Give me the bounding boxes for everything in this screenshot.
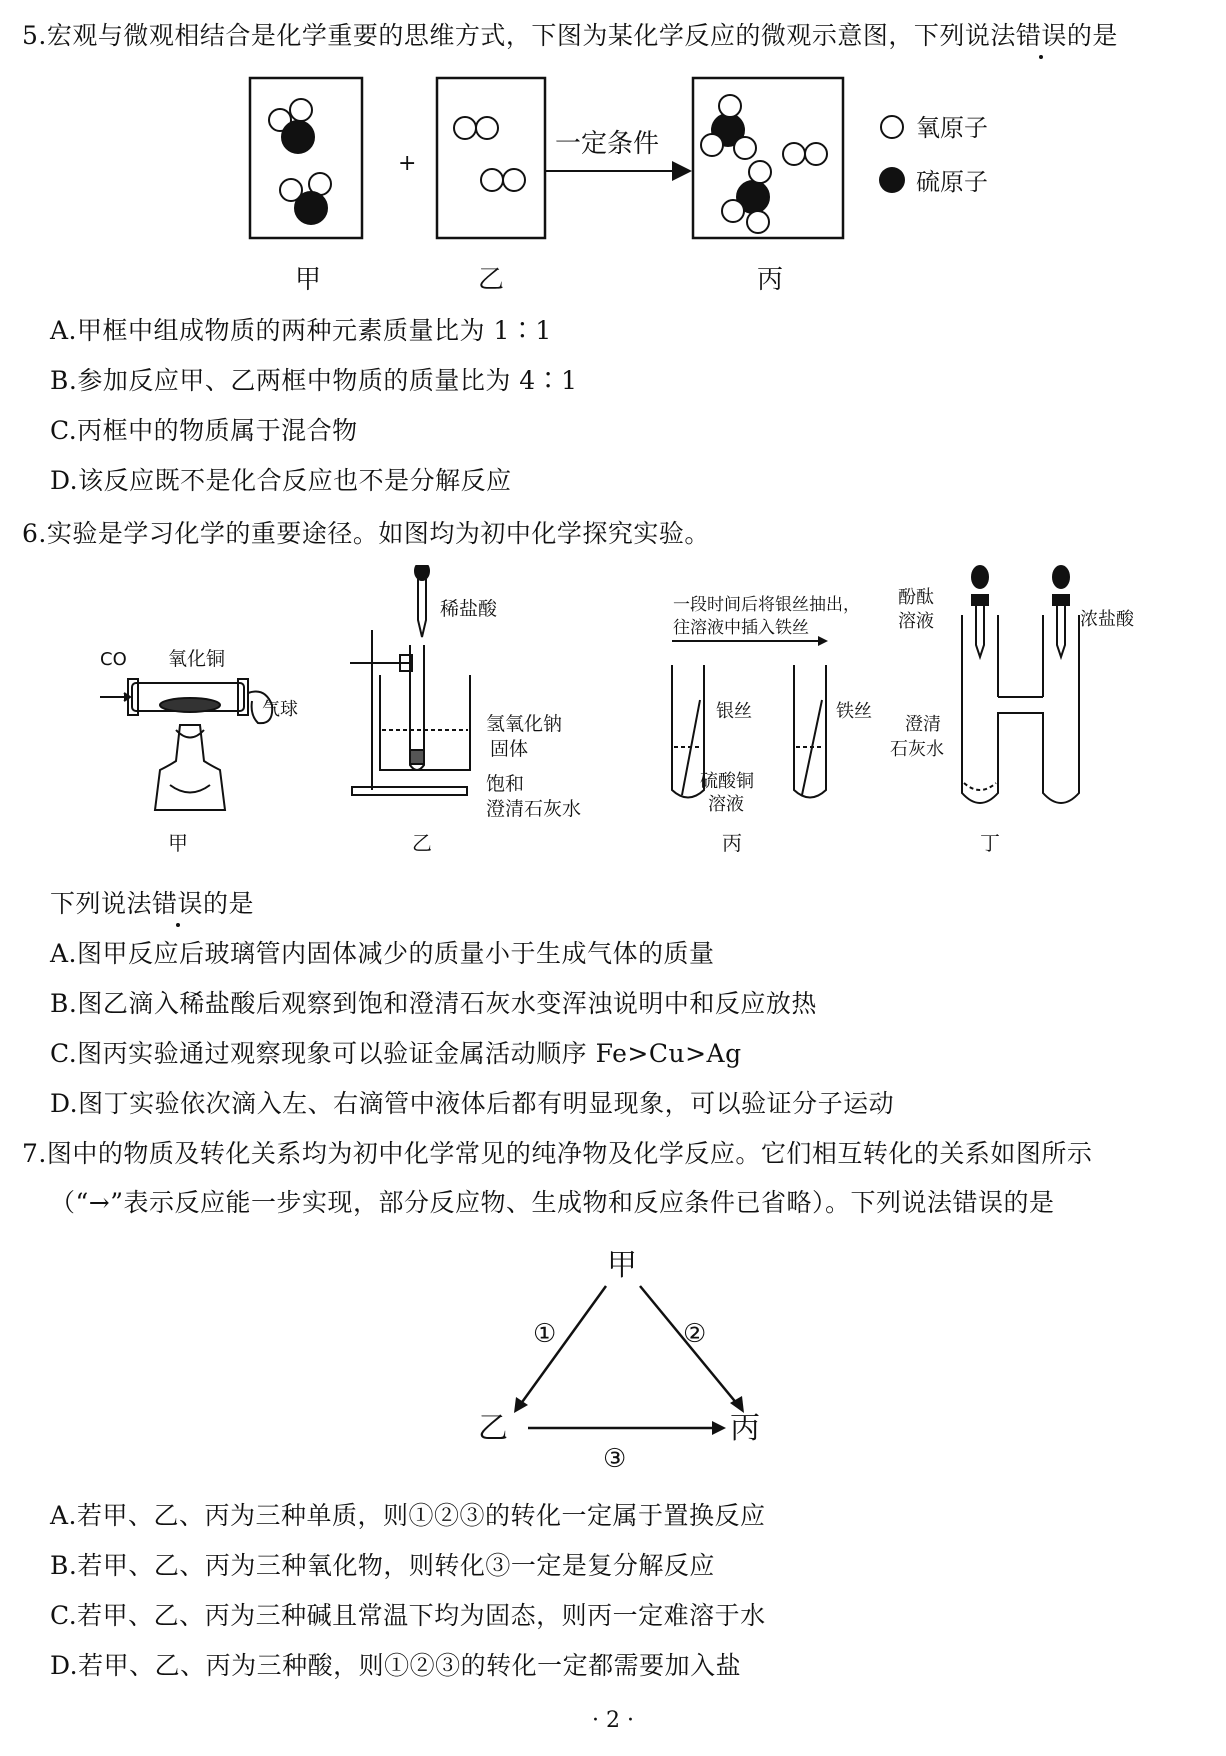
q5-stem-tail: 的是	[1066, 21, 1118, 50]
q7-label-2: ②	[683, 1319, 707, 1349]
q6-bing-note-2: 往溶液中插入铁丝	[673, 618, 809, 638]
q5-so3-molecule	[722, 161, 771, 233]
q6-yi-naoh-2: 固体	[490, 738, 529, 760]
q7-option-a: A.若甲、乙、丙为三种单质，则①②③的转化一定属于置换反应	[50, 1501, 766, 1530]
q7-node-yi: 乙	[478, 1411, 508, 1446]
q6-jia-label: 甲	[168, 831, 188, 855]
q6-lead-emphasis: 错误	[152, 889, 204, 918]
q5-label-jia: 甲	[295, 265, 322, 295]
q5-option-c: C.丙框中的物质属于混合物	[50, 416, 358, 445]
q6-lead-text: 下列说法	[50, 889, 153, 918]
q5-box-yi	[437, 78, 545, 238]
q7-option-b: B.若甲、乙、丙为三种氧化物，则转化③一定是复分解反应	[50, 1551, 715, 1580]
q6-option-b: B.图乙滴入稀盐酸后观察到饱和澄清石灰水变浑浊说明中和反应放热	[50, 989, 817, 1018]
q5-so2-molecule	[280, 173, 331, 224]
page-number: · 2 ·	[592, 1708, 634, 1733]
q6-ding-lime-1: 澄清	[905, 714, 941, 735]
q6-yi-hcl: 稀盐酸	[440, 598, 498, 620]
q5-o2-molecule	[481, 169, 525, 191]
q6-bing-fe: 铁丝	[836, 701, 872, 722]
q5-o2-molecule	[783, 143, 827, 165]
q6-ding-apparatus	[962, 566, 1079, 803]
q7-label-3: ③	[603, 1444, 627, 1474]
q6-jia-cuo: 氧化铜	[168, 648, 226, 670]
q7-node-bing: 丙	[730, 1411, 760, 1446]
q6-ding-label: 丁	[980, 831, 1000, 855]
q5-legend-sulfur: 硫原子	[916, 168, 988, 196]
q6-option-d: D.图丁实验依次滴入左、右滴管中液体后都有明显现象，可以验证分子运动	[50, 1089, 895, 1118]
q6-yi-naoh-1: 氢氧化钠	[486, 713, 563, 735]
q6-ding-conc-hcl: 浓盐酸	[1080, 609, 1134, 630]
q5-condition-label: 一定条件	[555, 129, 660, 159]
q5-stem	[22, 20, 1118, 52]
q6-yi-lime-2: 澄清石灰水	[486, 798, 582, 820]
q6-option-c: C.图丙实验通过观察现象可以验证金属活动顺序 Fe>Cu>Ag	[50, 1039, 742, 1068]
q5-plus-sign: +	[398, 151, 417, 176]
q7-transformation-diagram	[0, 1230, 1226, 1480]
q6-option-a: A.图甲反应后玻璃管内固体减少的质量小于生成气体的质量	[50, 939, 715, 968]
q6-jia-apparatus	[100, 679, 272, 810]
q5-legend-oxygen-icon	[881, 116, 903, 138]
q5-o2-molecule	[454, 117, 498, 139]
q5-label-bing: 丙	[757, 265, 784, 295]
q6-experiments-figure	[0, 565, 1226, 865]
q6-stem: 6.实验是学习化学的重要途径。如图均为初中化学探究实验。	[22, 519, 710, 548]
q5-stem-text: 5.宏观与微观相结合是化学重要的思维方式，下图为某化学反应的微观示意图，下列说法	[22, 21, 1016, 50]
q6-bing-cuso4-2: 溶液	[708, 794, 744, 815]
q5-so3-molecule	[701, 95, 756, 159]
q5-option-a: A.甲框中组成物质的两种元素质量比为 1∶1	[50, 316, 552, 345]
q5-option-b: B.参加反应甲、乙两框中物质的质量比为 4∶1	[50, 366, 578, 395]
q5-legend-oxygen: 氧原子	[916, 114, 988, 142]
q7-label-1: ①	[533, 1319, 557, 1349]
q7-node-jia: 甲	[607, 1248, 637, 1283]
q5-option-d: D.该反应既不是化合反应也不是分解反应	[50, 466, 512, 495]
q7-stem-line-2: （“→”表示反应能一步实现，部分反应物、生成物和反应条件已省略）。下列说法错误的是	[50, 1188, 1055, 1217]
q6-yi-lime-1: 饱和	[486, 773, 525, 795]
q7-option-c: C.若甲、乙、丙为三种碱且常温下均为固态，则丙一定难溶于水	[50, 1601, 766, 1630]
q6-yi-label: 乙	[412, 831, 432, 855]
q6-ding-phenol-2: 溶液	[898, 611, 934, 632]
q6-bing-cuso4-1: 硫酸铜	[700, 771, 754, 792]
q6-jia-co: CO	[100, 649, 127, 670]
q7-option-d: D.若甲、乙、丙为三种酸，则①②③的转化一定都需要加入盐	[50, 1651, 742, 1680]
q5-stem-emphasis: 错误	[1015, 21, 1067, 50]
q5-so2-molecule	[269, 99, 314, 153]
q6-bing-note-1: 一段时间后将银丝抽出，	[673, 595, 860, 615]
q6-jia-balloon: 气球	[262, 699, 298, 720]
q6-bing-ag: 银丝	[716, 701, 752, 722]
q6-ding-phenol-1: 酚酞	[898, 587, 934, 608]
q5-legend-sulfur-icon	[879, 167, 905, 193]
q6-bing-label: 丙	[722, 831, 742, 855]
q5-micro-diagram	[0, 70, 1226, 300]
q6-lead-tail: 的是	[203, 889, 255, 918]
q7-stem-line-1: 7.图中的物质及转化关系均为初中化学常见的纯净物及化学反应。它们相互转化的关系如图所示	[22, 1139, 1093, 1168]
q5-label-yi: 乙	[478, 265, 505, 295]
q6-lead	[50, 888, 254, 920]
q6-ding-lime-2: 石灰水	[890, 739, 944, 760]
